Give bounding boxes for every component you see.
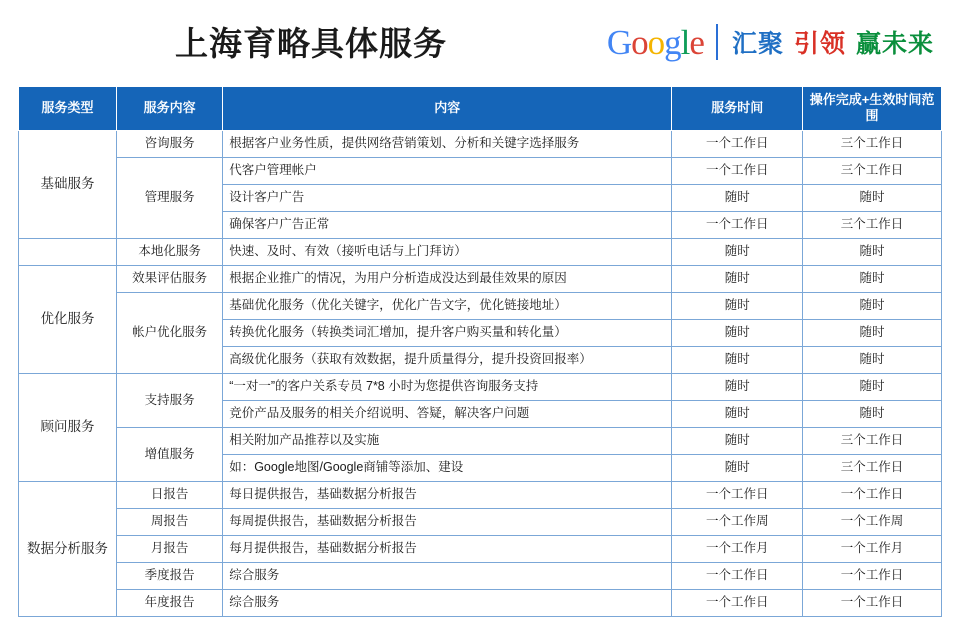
cell-time: 一个工作月 bbox=[672, 535, 803, 562]
slogan-part-2: 引领 bbox=[793, 30, 846, 58]
cell-desc: 快速、及时、有效（接听电话与上门拜访） bbox=[223, 238, 672, 265]
cell-time: 随时 bbox=[672, 400, 803, 427]
cell-desc: “一对一”的客户关系专员 7*8 小时为您提供咨询服务支持 bbox=[223, 373, 672, 400]
google-letter-e: e bbox=[689, 22, 704, 62]
cell-range: 随时 bbox=[803, 373, 942, 400]
table-row bbox=[19, 265, 942, 292]
cell-desc: 转换优化服务（转换类词汇增加，提升客户购买量和转化量） bbox=[223, 319, 672, 346]
table-row bbox=[19, 589, 942, 616]
cell-range: 随时 bbox=[803, 346, 942, 373]
cell-item: 支持服务 bbox=[117, 373, 223, 427]
table-row bbox=[19, 130, 942, 157]
cell-range: 一个工作周 bbox=[803, 508, 942, 535]
cell-time: 一个工作日 bbox=[672, 481, 803, 508]
google-letter-o1: o bbox=[631, 22, 648, 62]
cell-range: 三个工作日 bbox=[803, 211, 942, 238]
google-letter-l: l bbox=[680, 22, 690, 62]
cell-range: 三个工作日 bbox=[803, 427, 942, 454]
table-row bbox=[19, 481, 942, 508]
cell-desc: 竞价产品及服务的相关介绍说明、答疑，解决客户问题 bbox=[223, 400, 672, 427]
cell-desc: 确保客户广告正常 bbox=[223, 211, 672, 238]
cell-item: 年度报告 bbox=[117, 589, 223, 616]
service-table bbox=[18, 86, 942, 617]
table-row bbox=[19, 562, 942, 589]
brand-logo-area bbox=[607, 20, 934, 64]
cell-category: 顾问服务 bbox=[19, 373, 117, 481]
table-row bbox=[19, 238, 942, 265]
cell-desc: 每周提供报告，基础数据分析报告 bbox=[223, 508, 672, 535]
cell-item: 帐户优化服务 bbox=[117, 292, 223, 373]
table-header-row bbox=[19, 87, 942, 131]
logo-divider bbox=[716, 24, 718, 60]
cell-desc: 综合服务 bbox=[223, 562, 672, 589]
cell-range: 一个工作日 bbox=[803, 481, 942, 508]
cell-category: 基础服务 bbox=[19, 130, 117, 238]
cell-time: 一个工作周 bbox=[672, 508, 803, 535]
cell-item: 增值服务 bbox=[117, 427, 223, 481]
cell-range: 随时 bbox=[803, 265, 942, 292]
cell-time: 一个工作日 bbox=[672, 589, 803, 616]
table-row bbox=[19, 427, 942, 454]
cell-time: 一个工作日 bbox=[672, 211, 803, 238]
cell-range: 随时 bbox=[803, 238, 942, 265]
cell-range: 随时 bbox=[803, 400, 942, 427]
cell-time: 随时 bbox=[672, 454, 803, 481]
cell-range: 随时 bbox=[803, 184, 942, 211]
cell-desc: 基础优化服务（优化关键字，优化广告文字，优化链接地址） bbox=[223, 292, 672, 319]
google-letter-g2: g bbox=[664, 22, 681, 62]
cell-desc: 每月提供报告，基础数据分析报告 bbox=[223, 535, 672, 562]
table-row bbox=[19, 292, 942, 319]
google-letter-o2: o bbox=[647, 22, 665, 62]
cell-desc: 高级优化服务（获取有效数据，提升质量得分，提升投资回报率） bbox=[223, 346, 672, 373]
cell-range: 三个工作日 bbox=[803, 157, 942, 184]
cell-range: 随时 bbox=[803, 292, 942, 319]
cell-range: 一个工作月 bbox=[803, 535, 942, 562]
slogan bbox=[732, 24, 934, 60]
cell-item: 效果评估服务 bbox=[117, 265, 223, 292]
slogan-part-3: 赢未来 bbox=[855, 30, 934, 58]
header-effective-range: 操作完成+生效时间范围 bbox=[803, 87, 942, 131]
header-content: 内容 bbox=[223, 87, 672, 131]
cell-item: 季度报告 bbox=[117, 562, 223, 589]
cell-desc: 相关附加产品推荐以及实施 bbox=[223, 427, 672, 454]
cell-range: 一个工作日 bbox=[803, 589, 942, 616]
cell-time: 随时 bbox=[672, 373, 803, 400]
cell-item: 月报告 bbox=[117, 535, 223, 562]
cell-time: 一个工作日 bbox=[672, 157, 803, 184]
cell-desc: 代客户管理帐户 bbox=[223, 157, 672, 184]
slogan-part-1: 汇聚 bbox=[731, 30, 784, 58]
cell-desc: 如：Google地图/Google商铺等添加、建设 bbox=[223, 454, 672, 481]
table-row bbox=[19, 508, 942, 535]
cell-item: 管理服务 bbox=[117, 157, 223, 238]
cell-category bbox=[19, 238, 117, 265]
header-service-item: 服务内容 bbox=[117, 87, 223, 131]
cell-desc: 设计客户广告 bbox=[223, 184, 672, 211]
table-row bbox=[19, 373, 942, 400]
google-logo bbox=[606, 22, 716, 62]
header-service-type: 服务类型 bbox=[19, 87, 117, 131]
cell-time: 随时 bbox=[672, 427, 803, 454]
cell-desc: 根据企业推广的情况，为用户分析造成没达到最佳效果的原因 bbox=[223, 265, 672, 292]
cell-range: 一个工作日 bbox=[803, 562, 942, 589]
cell-desc: 每日提供报告，基础数据分析报告 bbox=[223, 481, 672, 508]
cell-item: 本地化服务 bbox=[117, 238, 223, 265]
cell-time: 一个工作日 bbox=[672, 562, 803, 589]
cell-range: 三个工作日 bbox=[803, 454, 942, 481]
cell-time: 随时 bbox=[672, 346, 803, 373]
cell-desc: 综合服务 bbox=[223, 589, 672, 616]
cell-range: 三个工作日 bbox=[803, 130, 942, 157]
cell-time: 随时 bbox=[672, 238, 803, 265]
table-row bbox=[19, 535, 942, 562]
page-title: 上海育略具体服务 bbox=[175, 25, 447, 62]
table-row bbox=[19, 157, 942, 184]
header-service-time: 服务时间 bbox=[672, 87, 803, 131]
cell-time: 随时 bbox=[672, 184, 803, 211]
cell-category: 优化服务 bbox=[19, 265, 117, 373]
cell-category: 数据分析服务 bbox=[19, 481, 117, 616]
cell-time: 随时 bbox=[672, 292, 803, 319]
cell-item: 咨询服务 bbox=[117, 130, 223, 157]
cell-time: 一个工作日 bbox=[672, 130, 803, 157]
cell-time: 随时 bbox=[672, 319, 803, 346]
cell-item: 周报告 bbox=[117, 508, 223, 535]
cell-range: 随时 bbox=[803, 319, 942, 346]
cell-time: 随时 bbox=[672, 265, 803, 292]
cell-desc: 根据客户业务性质，提供网络营销策划、分析和关键字选择服务 bbox=[223, 130, 672, 157]
google-letter-g: G bbox=[606, 22, 632, 62]
cell-item: 日报告 bbox=[117, 481, 223, 508]
